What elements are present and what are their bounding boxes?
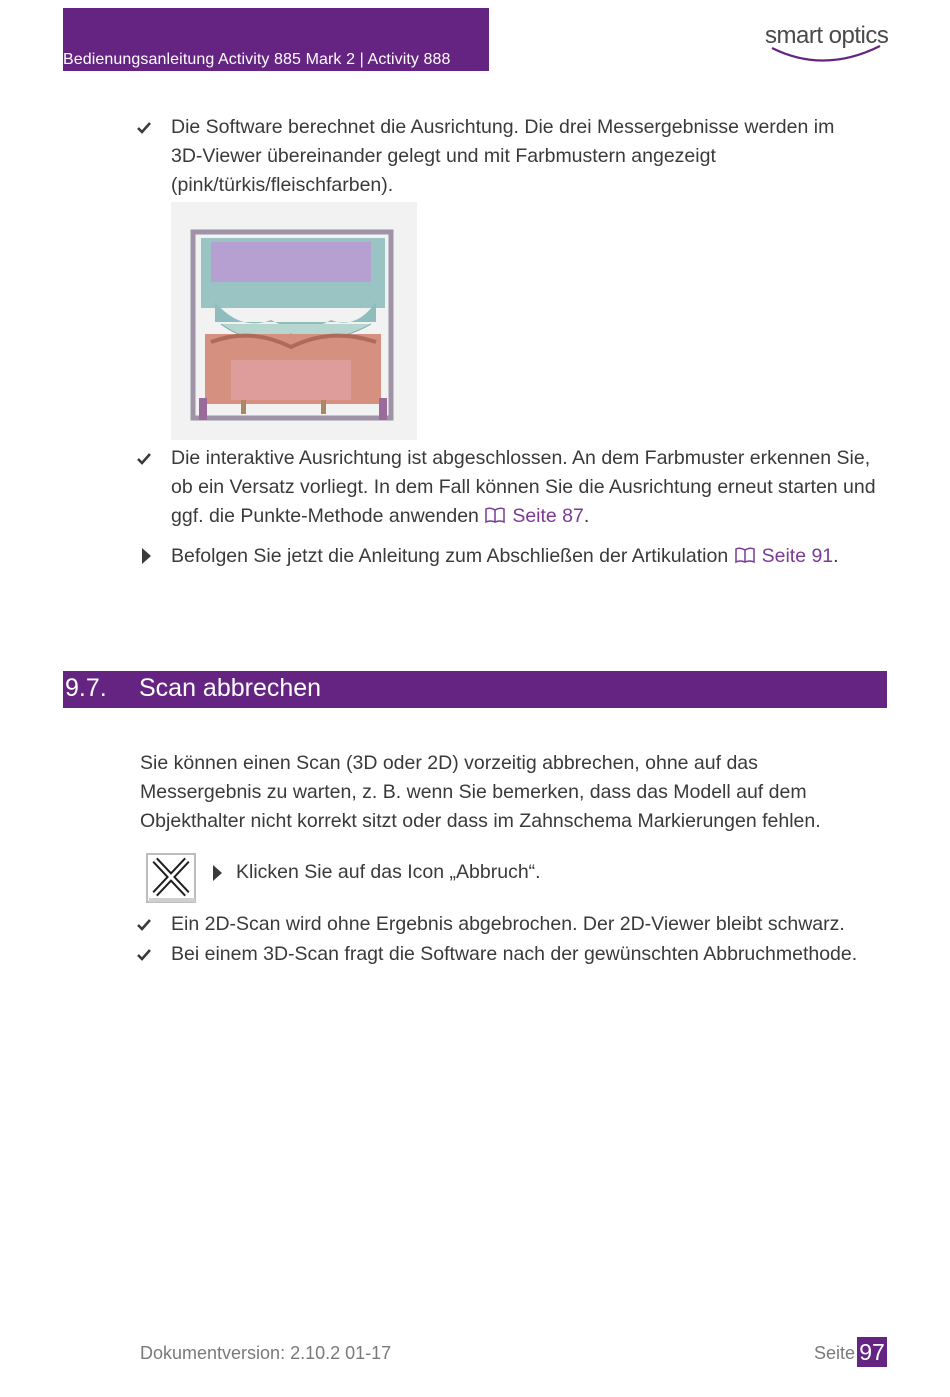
smart-optics-logo bbox=[762, 18, 887, 68]
result-text-2-end: . bbox=[583, 505, 590, 527]
link-seite-87[interactable]: Seite 87 bbox=[512, 505, 584, 527]
section-title: Scan abbrechen bbox=[139, 674, 322, 702]
section-number: 9.7. bbox=[65, 674, 107, 702]
page-label: Seite bbox=[814, 1343, 856, 1363]
book-icon bbox=[484, 506, 506, 524]
result-text-2 bbox=[171, 444, 891, 531]
header-bar bbox=[63, 8, 489, 71]
checkmark-icon bbox=[137, 121, 151, 135]
result-text-3a: Ein 2D-Scan wird ohne Ergebnis abgebrochen. Der 2D-Viewer bleibt schwarz. bbox=[171, 913, 845, 935]
document-version: Dokumentversion: 2.10.2 01-17 bbox=[140, 1343, 392, 1363]
header-title: Bedienungsanleitung Activity 885 Mark 2 | Activity 888 bbox=[63, 51, 451, 68]
step-text-1 bbox=[171, 542, 891, 571]
triangle-right-icon bbox=[142, 548, 151, 564]
result-text-2-body: Die interaktive Ausrichtung ist abgeschlossen. An dem Farbmuster erkennen Sie, ob ein Versatz vorliegt. In dem Fall können Sie die Ausrichtung erneut starten und ggf. die Punkte-Methode anwenden bbox=[171, 447, 876, 527]
abort-x-icon bbox=[145, 852, 197, 904]
triangle-right-icon bbox=[213, 865, 222, 881]
book-icon bbox=[734, 546, 756, 564]
step-text-1-end: . bbox=[833, 545, 839, 567]
result-text-1: Die Software berechnet die Ausrichtung. Die drei Messergebnisse werden im 3D-Viewer übereinander gelegt und mit Farbmustern angezeigt (pink/türkis/fleischfarben). bbox=[171, 116, 835, 196]
logo-text: smart optics bbox=[765, 22, 889, 49]
section-heading bbox=[63, 671, 887, 708]
result-text-3b: Bei einem 3D-Scan fragt die Software nach der gewünschten Abbruchmethode. bbox=[171, 943, 858, 965]
checkmark-icon bbox=[137, 918, 151, 932]
intro-paragraph: Sie können einen Scan (3D oder 2D) vorzeitig abbrechen, ohne auf das Messergebnis zu warten, z. B. wenn Sie bemerken, dass das Modell auf dem Objekthalter nicht korrekt sitzt oder dass im Zahnschema Markierungen fehlen. bbox=[140, 752, 821, 832]
abort-step-text: Klicken Sie auf das Icon „Abbruch“. bbox=[236, 861, 541, 883]
checkmark-icon bbox=[137, 948, 151, 962]
step-text-1-body: Befolgen Sie jetzt die Anleitung zum Abschließen der Artikulation bbox=[171, 545, 729, 567]
3d-alignment-scan-image bbox=[171, 202, 417, 440]
page-number: 97 bbox=[857, 1337, 887, 1367]
checkmark-icon bbox=[137, 452, 151, 466]
link-seite-91[interactable]: Seite 91 bbox=[761, 545, 834, 567]
